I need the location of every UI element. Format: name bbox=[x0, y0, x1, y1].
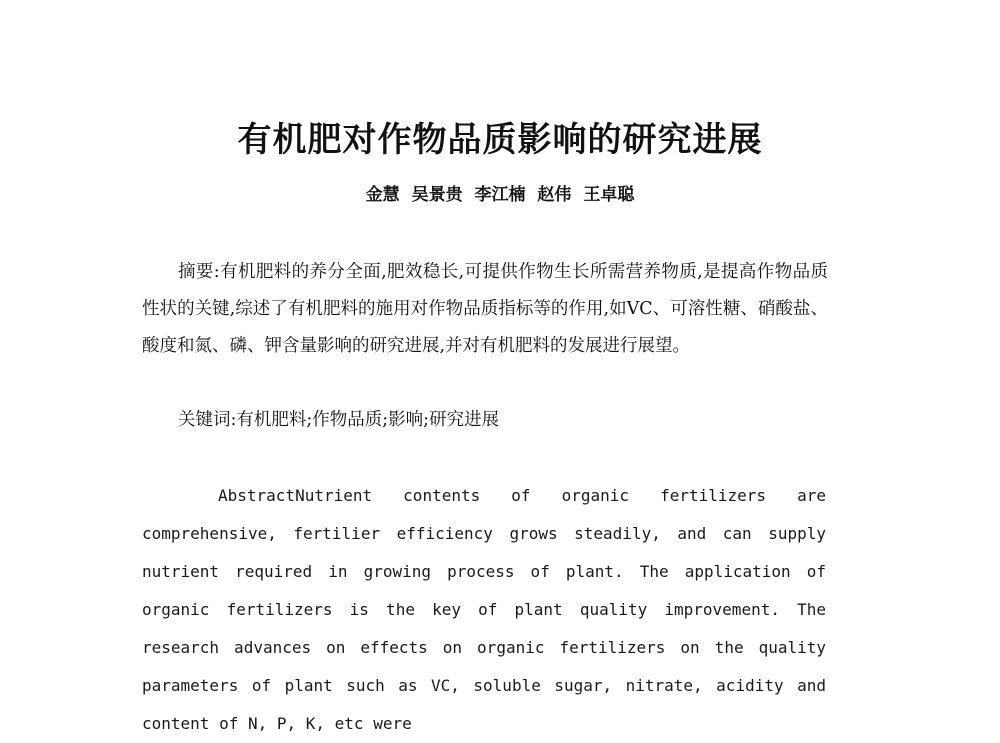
author-list: 金慧 吴景贵 李江楠 赵伟 王卓聪 bbox=[365, 185, 635, 205]
abstract-english: AbstractNutrient contents of organic fertilizers are comprehensive, fertilier efficiency grows steadily, and can supply nutrient required in growing process of plant. The application of organic fertilizers is the key of plant quality improvement. The research advances on effects on organic fertilizers on the quality parameters of plant such as VC, soluble sugar, nitrate, acidity and content of N, P, K, etc were bbox=[142, 486, 826, 733]
abstract-chinese: 摘要:有机肥料的养分全面,肥效稳长,可提供作物生长所需营养物质,是提高作物品质性状的关键,综述了有机肥料的施用对作物品质指标等的作用,如VC、可溶性糖、硝酸盐、酸度和氮、磷、钾含量影响的研究进展,并对有机肥料的发展进行展望。 bbox=[142, 262, 828, 356]
keywords-chinese: 关键词:有机肥料;作物品质;影响;研究进展 bbox=[178, 410, 500, 430]
paper-title: 有机肥对作物品质影响的研究进展 bbox=[237, 120, 763, 160]
